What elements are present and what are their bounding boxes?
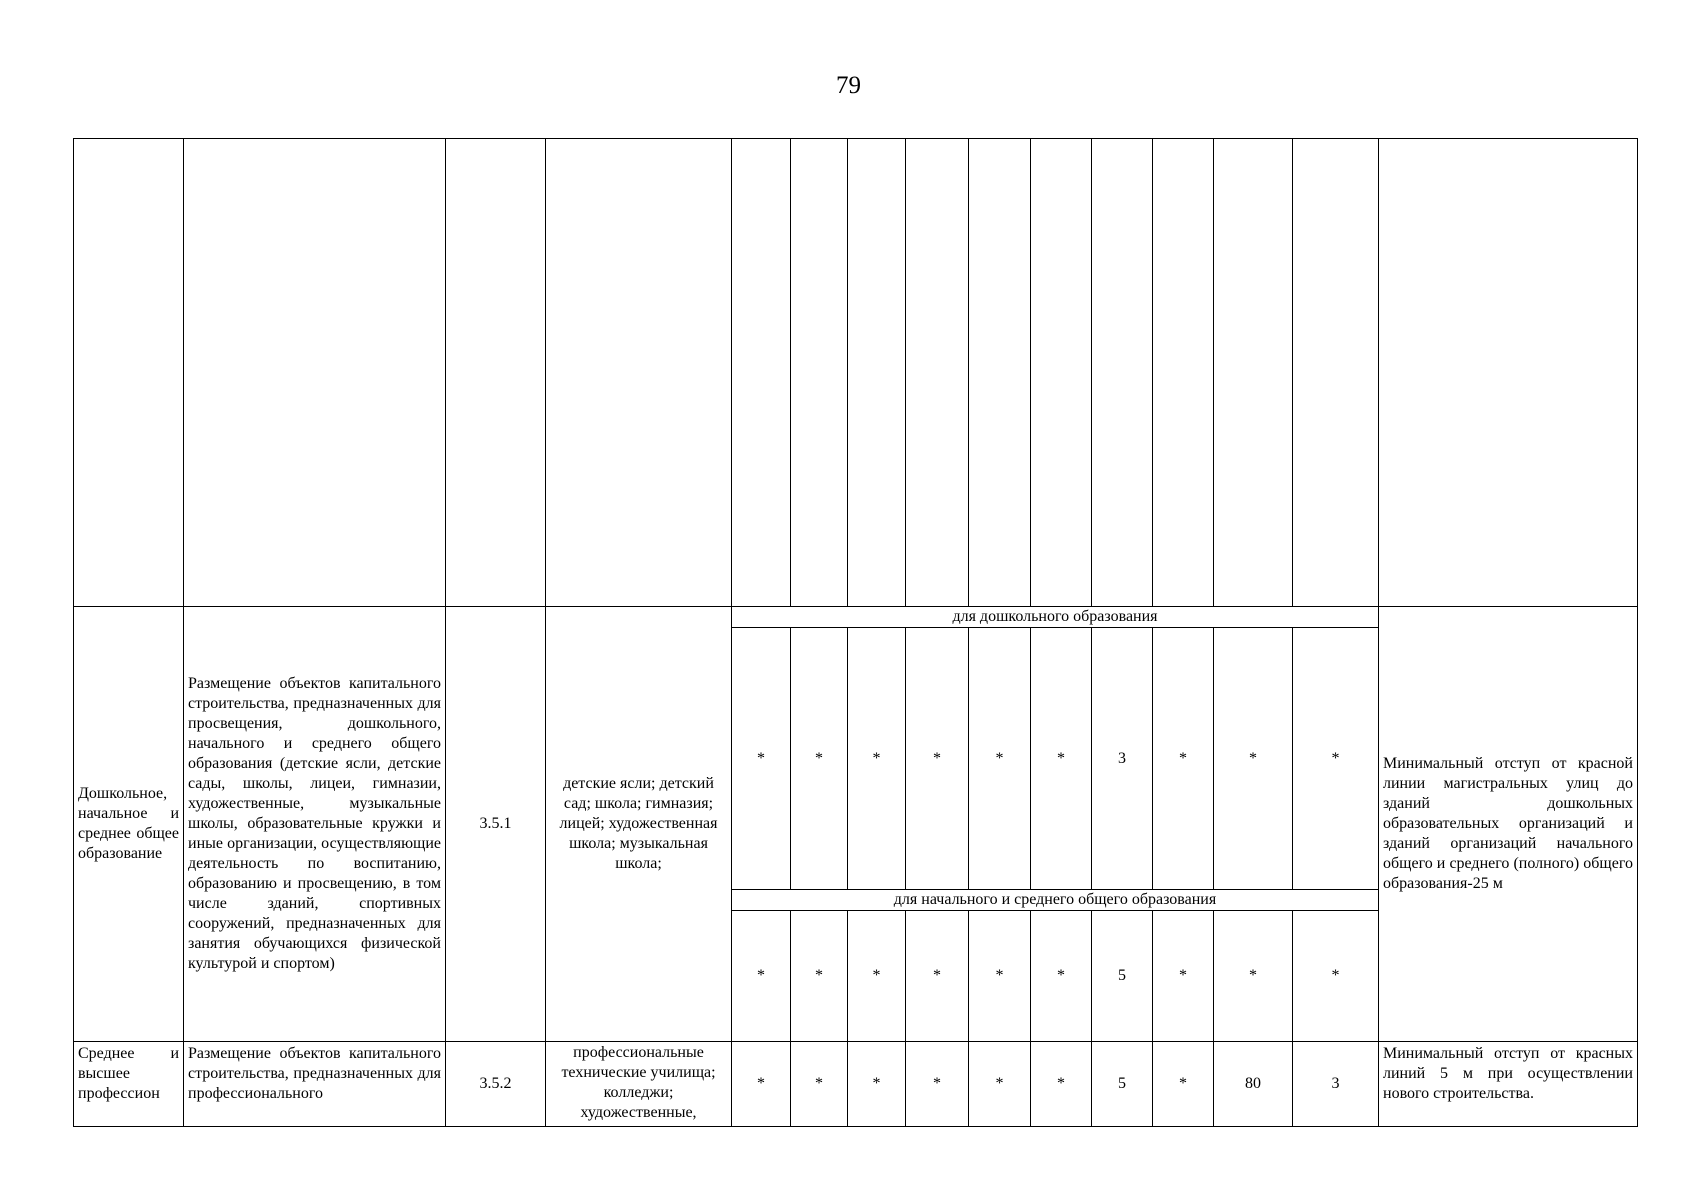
row-code: 3.5.2 bbox=[446, 1042, 546, 1127]
row-name bbox=[74, 1042, 184, 1127]
row-examples: детские ясли; детский сад; школа; гимназия; лицей; художественная школа; музыкальная школа; bbox=[546, 607, 732, 1042]
row-description-text: Размещение объектов капитального строительства, предназначенных для профессионального bbox=[188, 1045, 441, 1102]
value-cell: 3 bbox=[1293, 1042, 1379, 1127]
value-cell: * bbox=[732, 1042, 791, 1127]
value-cell: * bbox=[1031, 1042, 1092, 1127]
page-number: 79 bbox=[836, 72, 861, 99]
value-cell: * bbox=[732, 911, 791, 1042]
row-examples-text: профессиональные технические училища; колледжи; художественные, bbox=[561, 1044, 716, 1121]
blank-cell bbox=[1031, 139, 1092, 607]
blank-cell bbox=[1214, 139, 1293, 607]
blank-cell bbox=[546, 139, 732, 607]
blank-cell bbox=[732, 139, 791, 607]
blank-continuation-row bbox=[74, 139, 1638, 607]
value-cell: * bbox=[1293, 628, 1379, 890]
regulations-table bbox=[73, 138, 1638, 1127]
table-row bbox=[74, 1042, 1638, 1127]
value-cell: * bbox=[906, 911, 969, 1042]
value-cell: * bbox=[1153, 911, 1214, 1042]
row-name: Дошкольное, начальное и среднее общее образование bbox=[74, 607, 184, 1042]
blank-cell bbox=[74, 139, 184, 607]
value-cell: * bbox=[969, 628, 1031, 890]
blank-cell bbox=[1153, 139, 1214, 607]
blank-cell bbox=[791, 139, 848, 607]
value-cell: * bbox=[906, 1042, 969, 1127]
value-cell: * bbox=[969, 911, 1031, 1042]
blank-cell bbox=[848, 139, 906, 607]
row-examples bbox=[546, 1042, 732, 1127]
row-note-text: Минимальный отступ от красных линий 5 м при осуществлении нового строительства. bbox=[1383, 1045, 1633, 1102]
row-note bbox=[1379, 1042, 1638, 1127]
value-cell: * bbox=[906, 628, 969, 890]
value-cell: 5 bbox=[1092, 1042, 1153, 1127]
row-name-text: Среднее и высшее профессион bbox=[78, 1045, 179, 1102]
subgroup-label: для начального и среднего общего образования bbox=[732, 890, 1379, 911]
value-cell: * bbox=[848, 628, 906, 890]
blank-cell bbox=[1379, 139, 1638, 607]
value-cell: * bbox=[848, 911, 906, 1042]
value-cell: * bbox=[1293, 911, 1379, 1042]
row-note: Минимальный отступ от красной линии магистральных улиц до зданий дошкольных образовательных организаций и зданий организаций начального общего и среднего (полного) общего образования-25 м bbox=[1379, 607, 1638, 1042]
value-cell: 5 bbox=[1092, 911, 1153, 1042]
row-code: 3.5.1 bbox=[446, 607, 546, 1042]
value-cell: * bbox=[1214, 911, 1293, 1042]
blank-cell bbox=[184, 139, 446, 607]
value-cell: 3 bbox=[1092, 628, 1153, 890]
table-row bbox=[74, 607, 1638, 628]
value-cell: * bbox=[1214, 628, 1293, 890]
value-cell: * bbox=[1153, 1042, 1214, 1127]
row-description: Размещение объектов капитального строительства, предназначенных для просвещения, дошкольного, начального и среднего общего образования (детские ясли, детские сады, школы, лицеи, гимназии, художественные, музыкальные школы, образовательные кружки и иные организации, осуществляющие деятельность по воспитанию, образованию и просвещению, в том числе зданий, спортивных сооружений, предназначенных для занятия обучающихся физической культурой и спортом) bbox=[184, 607, 446, 1042]
blank-cell bbox=[906, 139, 969, 607]
row-description bbox=[184, 1042, 446, 1127]
subgroup-label: для дошкольного образования bbox=[732, 607, 1379, 628]
value-cell: * bbox=[969, 1042, 1031, 1127]
value-cell: * bbox=[1031, 628, 1092, 890]
value-cell: 80 bbox=[1214, 1042, 1293, 1127]
blank-cell bbox=[446, 139, 546, 607]
blank-cell bbox=[1293, 139, 1379, 607]
value-cell: * bbox=[791, 911, 848, 1042]
value-cell: * bbox=[791, 1042, 848, 1127]
blank-cell bbox=[969, 139, 1031, 607]
value-cell: * bbox=[848, 1042, 906, 1127]
value-cell: * bbox=[732, 628, 791, 890]
value-cell: * bbox=[791, 628, 848, 890]
blank-cell bbox=[1092, 139, 1153, 607]
value-cell: * bbox=[1153, 628, 1214, 890]
value-cell: * bbox=[1031, 911, 1092, 1042]
